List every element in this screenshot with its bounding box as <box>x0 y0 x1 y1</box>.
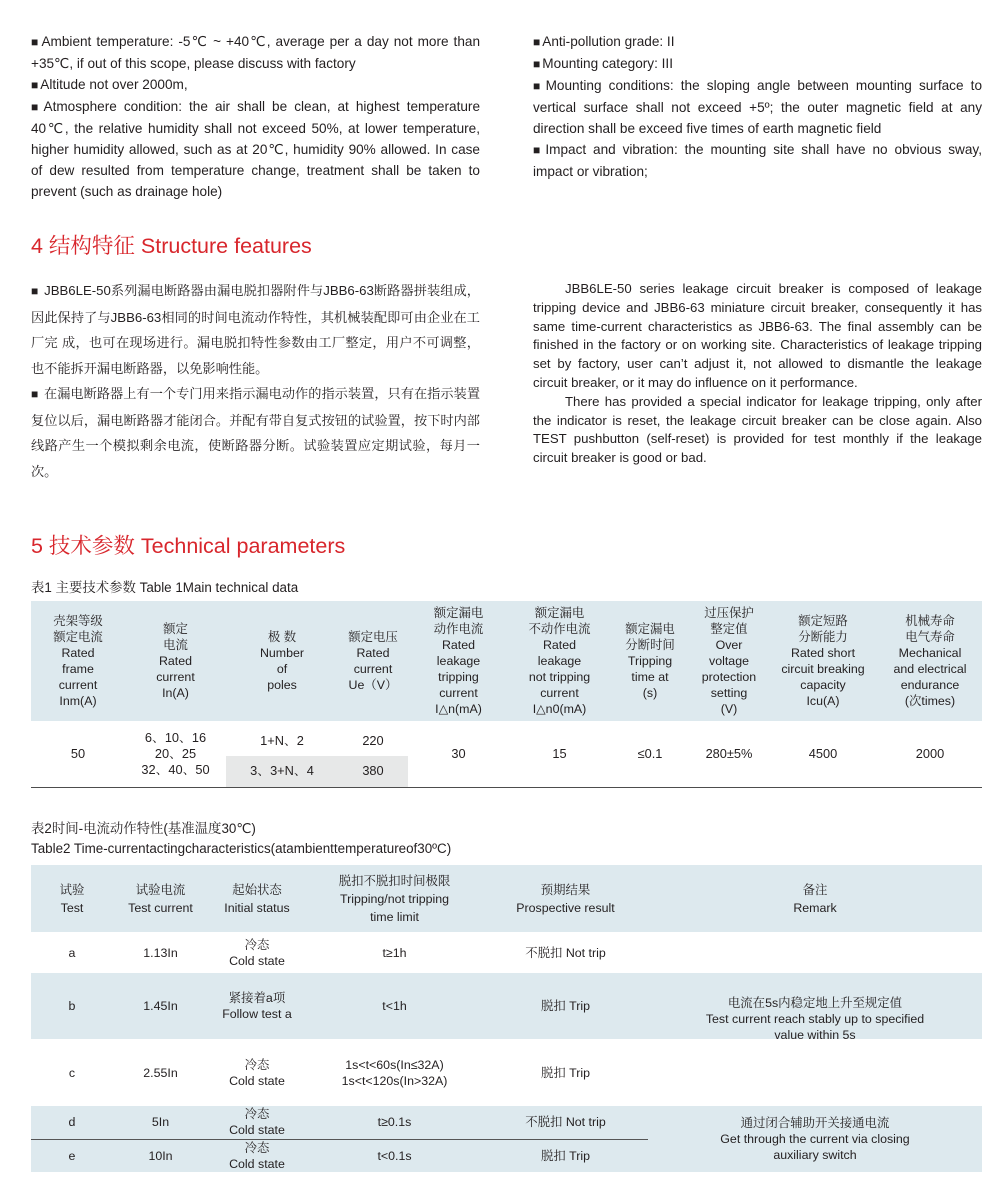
test-id: c <box>68 1065 76 1080</box>
en-paragraph-1: JBB6LE-50 series leakage circuit breaker is composed of leakage tripping device and JBB6-63 miniature circuit breaker, consequently it has same time-current characteristics as JBB6-63. The final assembly can be finished in the factory or on working site. Characteristics of leakage tripping set by factory, user can’t adjust it, not allowed to dismantle the leakage circuit breaker, or it may do influence on it performance. <box>533 281 982 390</box>
bullet-square-icon: ■ <box>533 143 544 157</box>
cn-paragraph-2: ■ 在漏电断路器上有一个专门用来指示漏电动作的指示装置，只有在指示装置复位以后，漏电断路器才能闭合。并配有带自复式按钮的试验置，按下时内部线路产生一个模拟剩余电流，使断路器分断。试验装置应定期试验，每月一次。 <box>31 386 481 479</box>
table-1-data-row <box>31 721 982 756</box>
conditions-right <box>533 31 982 182</box>
initial-status: 冷态 Cold state <box>229 937 285 968</box>
test-current: 10In <box>113 1139 208 1172</box>
prospective-result: 脱扣 Trip <box>483 1139 648 1172</box>
bullet-square-icon: ■ <box>31 387 39 401</box>
cn-paragraph-1: ■ JBB6LE-50系列漏电断路器由漏电脱扣器附件与JBB6-63断路器拼装组成，因此保持了与JBB6-63相同的时间电流动作特性，其机械装配即可由企业在工厂完 成，也可在现场进行。漏电脱扣特性参数由工厂整定，用户不可调整，也不能拆开漏电断路器，以免影响性能。 <box>31 283 480 376</box>
main-technical-data-table <box>31 601 982 788</box>
header-test-current: 试验电流 Test current <box>113 865 208 932</box>
test-current: 1.45In <box>113 973 208 1039</box>
poles-value-2: 3、3+N、4 <box>226 756 338 787</box>
condition-mounting: ■ Mounting conditions: the sloping angle between mounting surface to vertical surface shall not exceed +5º; the outer magnetic field at any direction shall be exceed five times of earth magnetic field <box>533 78 983 136</box>
header-time-limit: 脱扣不脱扣时间极限 Tripping/not tripping time limit <box>306 865 483 932</box>
section-4-chinese-text <box>31 278 480 484</box>
endurance-value: 2000 <box>878 721 982 787</box>
prospective-result: 脱扣 Trip <box>483 973 648 1039</box>
en-paragraph-2: There has provided a special indicator for leakage tripping, only after the indicator is reset, the leakage circuit breaker can be close again. Also TEST pushbutton (self-reset) is provided for test monthly if the leakage circuit breaker is good or bad. <box>533 393 982 466</box>
header-prospective-result: 预期结果 Prospective result <box>483 865 648 932</box>
header-poles: 极 数 Number of poles <box>226 601 338 721</box>
header-overvoltage: 过压保护 整定值 Over voltage protection setting (V) <box>690 601 768 721</box>
rated-current-values: 6、10、16 20、25 32、40、50 <box>125 721 226 787</box>
prospective-result: 脱扣 Trip <box>540 1065 591 1080</box>
bullet-square-icon: ■ <box>31 284 39 298</box>
table-1-caption: 表1 主要技术参数 Table 1Main technical data <box>31 580 299 595</box>
table-2-caption-cn: 表2时间-电流动作特性(基准温度30℃) <box>31 821 256 836</box>
table-1-header-row <box>31 601 982 721</box>
header-test: 试验 Test <box>31 865 113 932</box>
test-id: e <box>31 1139 113 1172</box>
frame-current-value: 50 <box>31 721 125 787</box>
initial-status: 紧接着a项 Follow test a <box>208 973 306 1039</box>
condition-mounting-category: ■ Mounting category: III <box>533 56 673 71</box>
breaking-capacity-value: 4500 <box>768 721 878 787</box>
test-current: 5In <box>113 1106 208 1139</box>
voltage-value-2: 380 <box>338 756 408 787</box>
conditions-left <box>31 31 480 202</box>
voltage-value-1: 220 <box>362 732 384 748</box>
header-endurance: 机械寿命 电气寿命 Mechanical and electrical endurance (次times) <box>878 601 982 721</box>
time-current-characteristics-table <box>31 865 982 1172</box>
section-5-heading: 5 技术参数 Technical parameters <box>31 534 346 558</box>
bullet-square-icon: ■ <box>31 35 40 49</box>
test-id: d <box>31 1106 113 1139</box>
table-2-row-d <box>31 1106 982 1139</box>
bullet-square-icon: ■ <box>31 100 42 114</box>
prospective-result: 不脱扣 Not trip <box>525 945 606 960</box>
condition-pollution: ■ Anti-pollution grade: II <box>533 34 675 49</box>
initial-status: 冷态 Cold state <box>208 1139 306 1172</box>
remark-abc: 电流在5s内稳定地上升至规定值 Test current reach stably up to specified value within 5s <box>648 932 982 1106</box>
test-current: 1.13In <box>143 945 178 960</box>
header-leakage-no-trip-current: 额定漏电 不动作电流 Rated leakage not tripping current I△n0(mA) <box>509 601 610 721</box>
header-trip-time: 额定漏电 分断时间 Tripping time at (s) <box>610 601 690 721</box>
condition-altitude: ■ Altitude not over 2000m, <box>31 77 188 92</box>
bullet-square-icon: ■ <box>533 79 544 93</box>
header-rated-current: 额定 电流 Rated current In(A) <box>125 601 226 721</box>
table-2-caption-en: Table2 Time-currentactingcharacteristics(atambienttemperatureof30ºC) <box>31 841 452 856</box>
condition-impact: ■ Impact and vibration: the mounting site shall have no obvious sway, impact or vibration; <box>533 142 982 179</box>
header-frame-current: 壳架等级 额定电流 Rated frame current Inm(A) <box>31 601 125 721</box>
time-limit: t≥1h <box>382 945 407 960</box>
bullet-square-icon: ■ <box>533 57 541 71</box>
header-breaking-capacity: 额定短路 分断能力 Rated short circuit breaking capacity Icu(A) <box>768 601 878 721</box>
initial-status: 冷态 Cold state <box>229 1057 285 1088</box>
header-leakage-trip-current: 额定漏电 动作电流 Rated leakage tripping current I△n(mA) <box>408 601 509 721</box>
time-limit: t≥0.1s <box>306 1106 483 1139</box>
bullet-square-icon: ■ <box>31 78 39 92</box>
time-limit: 1s<t<60s(In≤32A) 1s<t<120s(In>32A) <box>341 1057 448 1088</box>
header-initial-status: 起始状态 Initial status <box>208 865 306 932</box>
poles-value-1: 1+N、2 <box>260 732 304 748</box>
test-id: b <box>31 973 113 1039</box>
no-trip-current-value: 15 <box>509 721 610 787</box>
condition-ambient: ■ Ambient temperature: -5℃ ~ +40℃, average per a day not more than +35℃, if out of this scope, please discuss with factory <box>31 34 481 71</box>
section-4-heading: 4 结构特征 Structure features <box>31 234 312 258</box>
header-rated-voltage: 额定电压 Rated current Ue（V） <box>338 601 408 721</box>
overvoltage-value: 280±5% <box>690 721 768 787</box>
prospective-result: 不脱扣 Not trip <box>483 1106 648 1139</box>
bullet-square-icon: ■ <box>533 35 541 49</box>
time-limit: t<0.1s <box>306 1139 483 1172</box>
table-2-header-row <box>31 865 982 932</box>
header-remark: 备注 Remark <box>648 865 982 932</box>
remark-de: 通过闭合辅助开关接通电流 Get through the current via closing auxiliary switch <box>648 1106 982 1172</box>
table-2-row-a <box>31 932 982 973</box>
condition-atmosphere: ■ Atmosphere condition: the air shall be clean, at highest temperature 40℃, the relative humidity shall not exceed 50%, at lower temperature, higher humidity allowed, such as at 20℃, humidity 90% allowed. In case of dew resulted from temperature change, treatment shall be taken to prevent (such as drainage hole) <box>31 99 481 199</box>
test-current: 2.55In <box>143 1065 178 1080</box>
trip-time-value: ≤0.1 <box>610 721 690 787</box>
section-4-english-text <box>533 280 982 468</box>
initial-status: 冷态 Cold state <box>208 1106 306 1139</box>
time-limit: t<1h <box>306 973 483 1039</box>
trip-current-value: 30 <box>408 721 509 787</box>
test-id: a <box>68 945 76 960</box>
